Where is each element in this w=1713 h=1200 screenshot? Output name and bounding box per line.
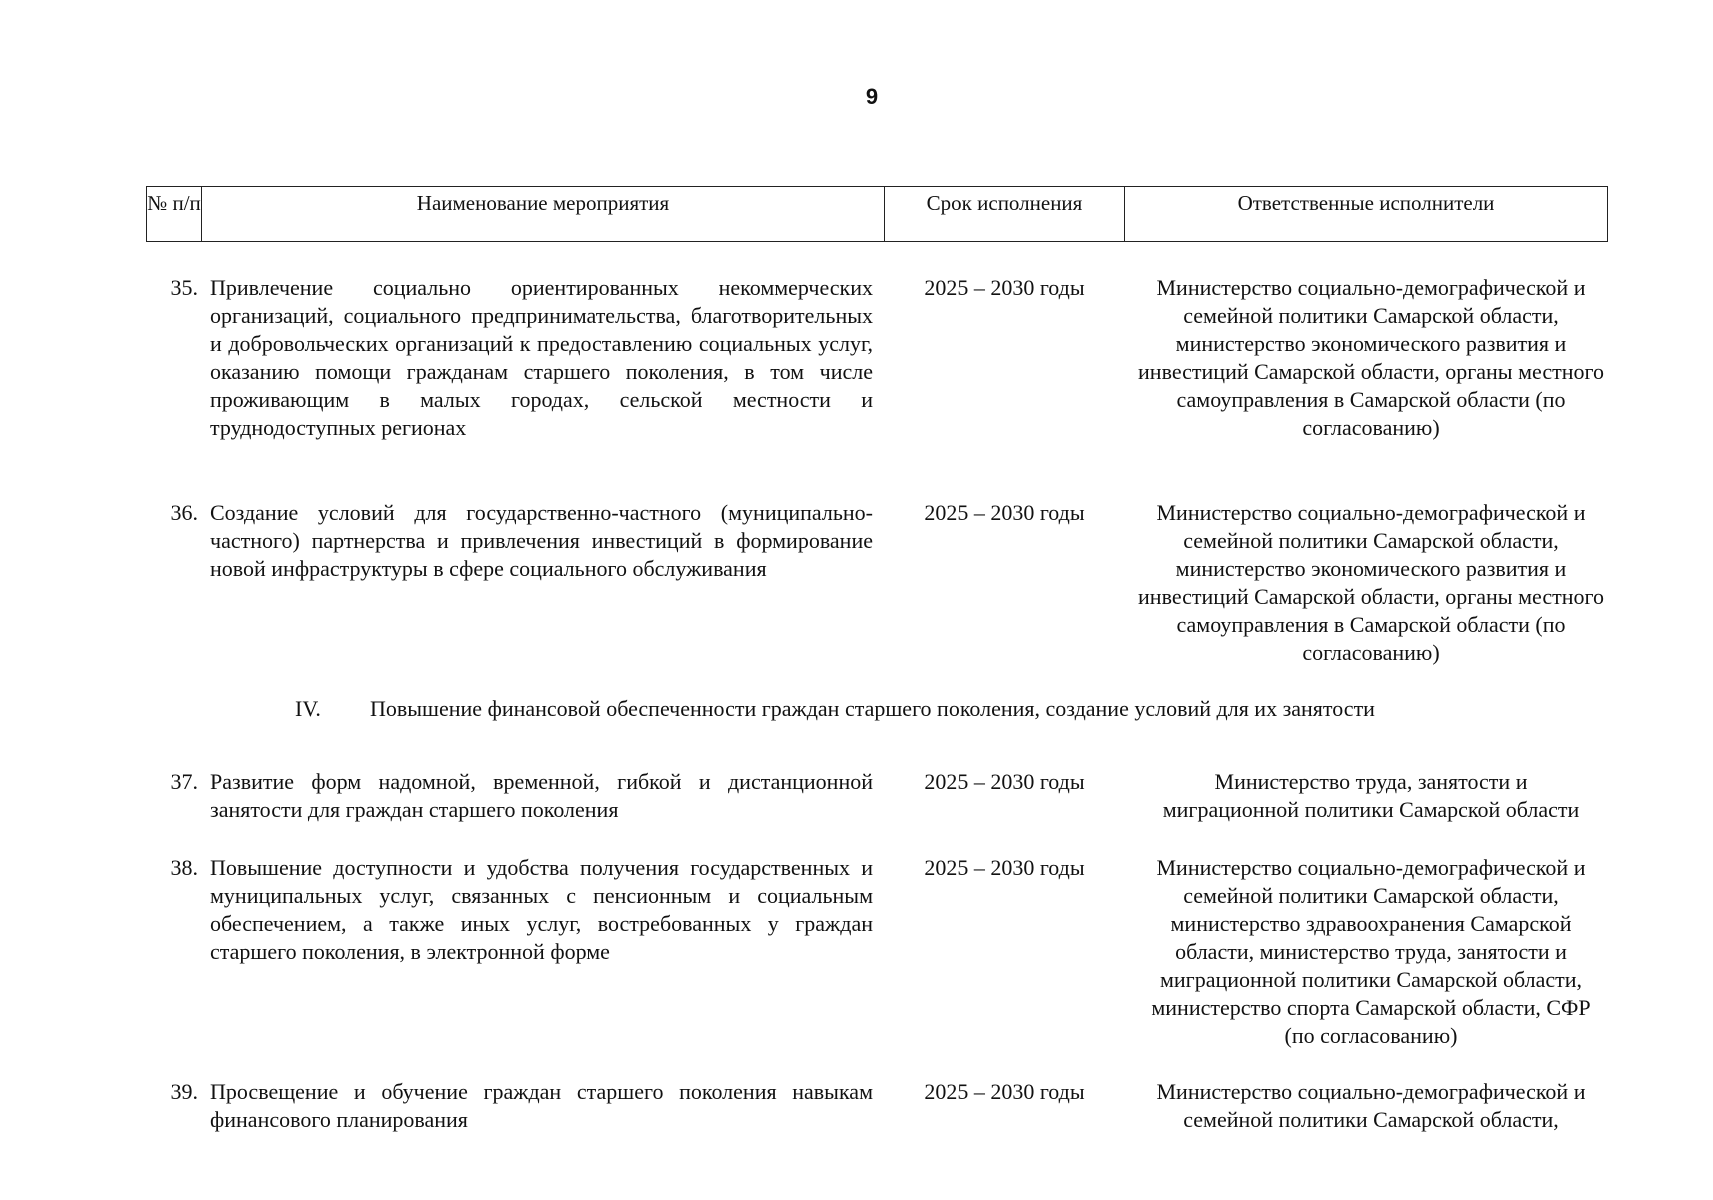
row-name: Просвещение и обучение граждан старшего поколения навыкам финансового планирования xyxy=(210,1079,873,1132)
table-row xyxy=(146,854,1608,1050)
row-responsible: Министерство социально-демографической и семейной политики Самарской области, министерство экономического развития и инвестиций Самарской области, органы местного самоуправления в Самарской области (по согласованию) xyxy=(1138,275,1604,440)
row-name: Развитие форм надомной, временной, гибкой и дистанционной занятости для граждан старшего поколения xyxy=(210,769,873,822)
row-name: Создание условий для государственно-частного (муниципально-частного) партнерства и привлечения инвестиций в формирование новой инфраструктуры в сфере социального обслуживания xyxy=(210,500,873,581)
row-num: 35. xyxy=(170,275,198,300)
section-number: IV. xyxy=(295,696,321,721)
row-responsible: Министерство социально-демографической и семейной политики Самарской области, министерство экономического развития и инвестиций Самарской области, органы местного самоуправления в Самарской области (по согласованию) xyxy=(1138,500,1604,665)
row-name: Повышение доступности и удобства получения государственных и муниципальных услуг, связанных с пенсионным и социальным обеспечением, а также иных услуг, востребованных у граждан старшего поколения, в электронной форме xyxy=(210,855,873,964)
table-row xyxy=(146,768,1608,824)
section-heading xyxy=(295,695,1615,723)
row-num: 37. xyxy=(170,769,198,794)
section-title: Повышение финансовой обеспеченности граждан старшего поколения, создание условий для их занятости xyxy=(370,696,1375,721)
row-name: Привлечение социально ориентированных некоммерческих организаций, социального предпринимательства, благотворительных и добровольческих организаций к предоставлению социальных услуг, оказанию помощи гражданам старшего поколения, в том числе проживающим в малых городах, сельской местности и труднодоступных регионах xyxy=(210,275,873,440)
row-term: 2025 – 2030 годы xyxy=(924,855,1085,880)
header-responsible: Ответственные исполнители xyxy=(1237,191,1495,215)
row-num: 36. xyxy=(170,500,198,525)
table-row xyxy=(146,274,1608,442)
row-term: 2025 – 2030 годы xyxy=(924,500,1085,525)
table-row xyxy=(146,499,1608,667)
row-term: 2025 – 2030 годы xyxy=(924,1079,1085,1104)
row-responsible: Министерство социально-демографической и семейной политики Самарской области, министерство здравоохранения Самарской области, министерство труда, занятости и миграционной политики Самарской области, министерство спорта Самарской области, СФР (по согласованию) xyxy=(1151,855,1591,1048)
row-term: 2025 – 2030 годы xyxy=(924,769,1085,794)
page-number: 9 xyxy=(865,84,879,109)
row-num: 38. xyxy=(170,855,198,880)
row-responsible: Министерство труда, занятости и миграционной политики Самарской области xyxy=(1162,769,1580,822)
header-name: Наименование мероприятия xyxy=(202,187,885,241)
header-term: Срок исполнения xyxy=(885,187,1125,241)
row-term: 2025 – 2030 годы xyxy=(924,275,1085,300)
table-header xyxy=(146,186,1608,242)
row-num: 39. xyxy=(170,1079,198,1104)
header-num: № п/п xyxy=(147,187,202,241)
table-row xyxy=(146,1078,1608,1134)
row-responsible: Министерство социально-демографической и семейной политики Самарской области, xyxy=(1156,1079,1586,1132)
